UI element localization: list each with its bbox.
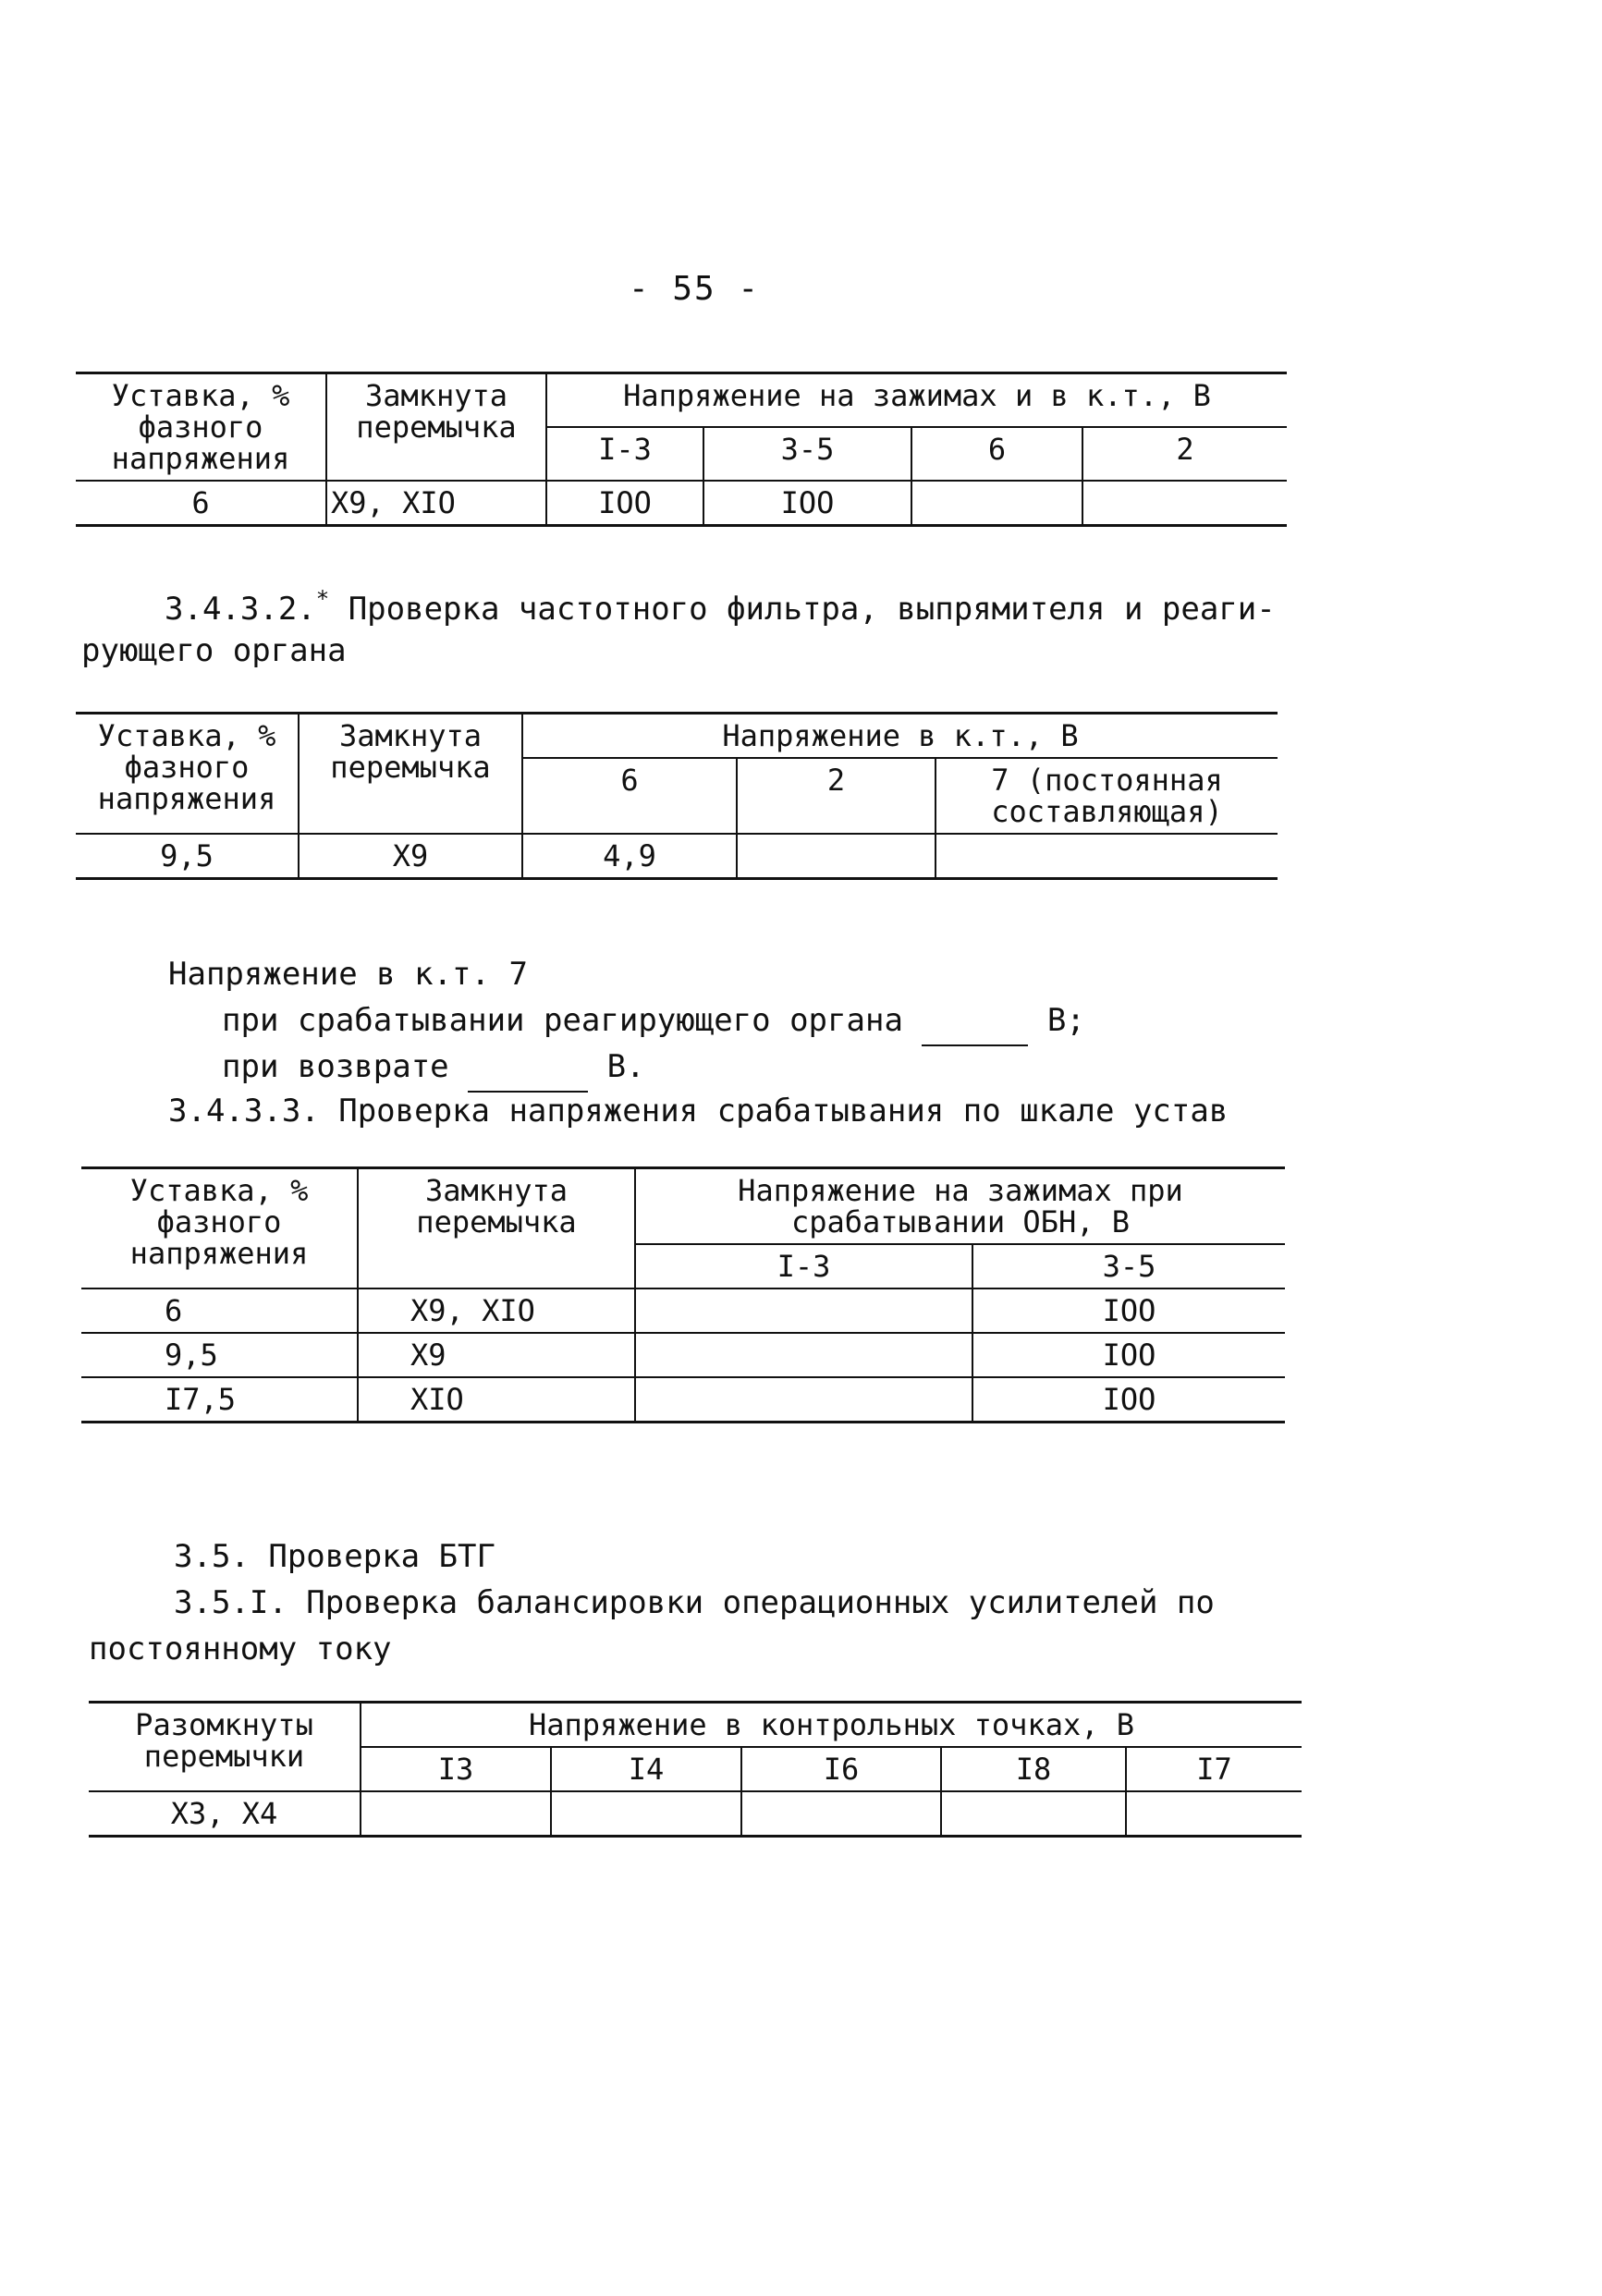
voltage-note-return-unit: В. bbox=[606, 1048, 645, 1085]
header-peremychka: Замкнута перемычка bbox=[326, 373, 546, 482]
subheader-3-5: 3-5 bbox=[972, 1244, 1285, 1288]
table-row bbox=[89, 1791, 1302, 1837]
cell-v-18 bbox=[941, 1791, 1126, 1837]
page-number: - 55 - bbox=[629, 270, 761, 308]
cell-v-1-3 bbox=[635, 1333, 972, 1377]
cell-razomknuty: X3, X4 bbox=[89, 1791, 361, 1837]
section-number: 3.4.3.2. bbox=[165, 591, 316, 628]
cell-ustavka: 6 bbox=[81, 1288, 358, 1333]
table-row bbox=[76, 834, 1278, 879]
footnote-mark: * bbox=[315, 586, 330, 612]
cell-v-16 bbox=[741, 1791, 941, 1837]
blank-return-voltage bbox=[468, 1043, 588, 1093]
cell-peremychka: X9, XIO bbox=[326, 481, 546, 526]
subheader-1-3: I-3 bbox=[546, 427, 703, 481]
table-frequency-filter bbox=[76, 712, 1278, 880]
section-3-5-1-line2: постоянному току bbox=[89, 1630, 392, 1667]
cell-v-13 bbox=[361, 1791, 551, 1837]
table-row bbox=[81, 1377, 1285, 1423]
subheader-3-5: 3-5 bbox=[703, 427, 911, 481]
header-ustavka: Уставка, % фазного напряжения bbox=[76, 373, 326, 482]
cell-peremychka: X9, XIO bbox=[358, 1288, 635, 1333]
cell-v-14 bbox=[551, 1791, 741, 1837]
header-voltage-group: Напряжение на зажимах при срабатывании ОБН, В bbox=[635, 1168, 1285, 1245]
cell-v-1-3 bbox=[635, 1377, 972, 1423]
cell-ustavka: 9,5 bbox=[76, 834, 299, 879]
subheader-18: I8 bbox=[941, 1747, 1126, 1791]
voltage-note-trip-label: при срабатывании реагирующего органа bbox=[222, 1002, 903, 1039]
cell-ustavka: 9,5 bbox=[81, 1333, 358, 1377]
section-3-5-1-line1: 3.5.I. Проверка балансировки операционных усилителей по bbox=[174, 1584, 1215, 1621]
cell-v-1-3 bbox=[635, 1288, 972, 1333]
table-trip-voltage-scale bbox=[81, 1166, 1285, 1423]
header-peremychka: Замкнута перемычка bbox=[299, 714, 522, 835]
cell-v-6: 4,9 bbox=[522, 834, 737, 879]
cell-v-2 bbox=[1082, 481, 1287, 526]
section-title-line1: Проверка частотного фильтра, выпрямителя и реаги- bbox=[329, 591, 1276, 628]
voltage-note-line2 bbox=[222, 996, 1085, 1046]
cell-ustavka: 6 bbox=[76, 481, 326, 526]
subheader-6: 6 bbox=[911, 427, 1082, 481]
header-voltage-group: Напряжение в к.т., В bbox=[522, 714, 1278, 759]
table-row bbox=[81, 1333, 1285, 1377]
cell-ustavka: I7,5 bbox=[81, 1377, 358, 1423]
cell-v-1-3: IOO bbox=[546, 481, 703, 526]
table-amplifier-balance bbox=[89, 1701, 1302, 1838]
header-ustavka: Уставка, % фазного напряжения bbox=[81, 1168, 358, 1289]
cell-v-3-5: IOO bbox=[703, 481, 911, 526]
subheader-2: 2 bbox=[1082, 427, 1287, 481]
subheader-6: 6 bbox=[522, 758, 737, 834]
header-razomknuty: Разомкнуты перемычки bbox=[89, 1703, 361, 1792]
cell-v-17 bbox=[1126, 1791, 1302, 1837]
cell-peremychka: X9 bbox=[299, 834, 522, 879]
header-voltage-group: Напряжение на зажимах и в к.т., В bbox=[546, 373, 1287, 428]
subheader-13: I3 bbox=[361, 1747, 551, 1791]
header-voltage-group: Напряжение в контрольных точках, В bbox=[361, 1703, 1302, 1748]
table-row bbox=[76, 481, 1287, 526]
voltage-note-return-label: при возврате bbox=[222, 1048, 449, 1085]
table-terminal-voltage bbox=[76, 372, 1287, 527]
section-3-4-3-2-line2: рующего органа bbox=[81, 632, 347, 669]
cell-v-3-5: IOO bbox=[972, 1333, 1285, 1377]
header-ustavka: Уставка, % фазного напряжения bbox=[76, 714, 299, 835]
subheader-2: 2 bbox=[737, 758, 936, 834]
section-3-5: 3.5. Проверка БТГ bbox=[174, 1538, 495, 1575]
voltage-note-line1: Напряжение в к.т. 7 bbox=[168, 956, 528, 993]
voltage-note-trip-unit: В; bbox=[1046, 1002, 1085, 1039]
subheader-7: 7 (постоянная составляющая) bbox=[936, 758, 1278, 834]
table-row bbox=[81, 1288, 1285, 1333]
subheader-17: I7 bbox=[1126, 1747, 1302, 1791]
section-3-4-3-2 bbox=[165, 575, 1276, 633]
blank-trip-voltage bbox=[922, 996, 1028, 1046]
section-3-4-3-3: 3.4.3.3. Проверка напряжения срабатывания по шкале устав bbox=[168, 1093, 1229, 1130]
cell-v-7 bbox=[936, 834, 1278, 879]
cell-peremychka: X9 bbox=[358, 1333, 635, 1377]
voltage-note-line3 bbox=[222, 1043, 645, 1093]
header-peremychka: Замкнута перемычка bbox=[358, 1168, 635, 1289]
subheader-14: I4 bbox=[551, 1747, 741, 1791]
subheader-16: I6 bbox=[741, 1747, 941, 1791]
cell-v-3-5: IOO bbox=[972, 1288, 1285, 1333]
cell-v-2 bbox=[737, 834, 936, 879]
cell-peremychka: XIO bbox=[358, 1377, 635, 1423]
cell-v-3-5: IOO bbox=[972, 1377, 1285, 1423]
cell-v-6 bbox=[911, 481, 1082, 526]
subheader-1-3: I-3 bbox=[635, 1244, 972, 1288]
